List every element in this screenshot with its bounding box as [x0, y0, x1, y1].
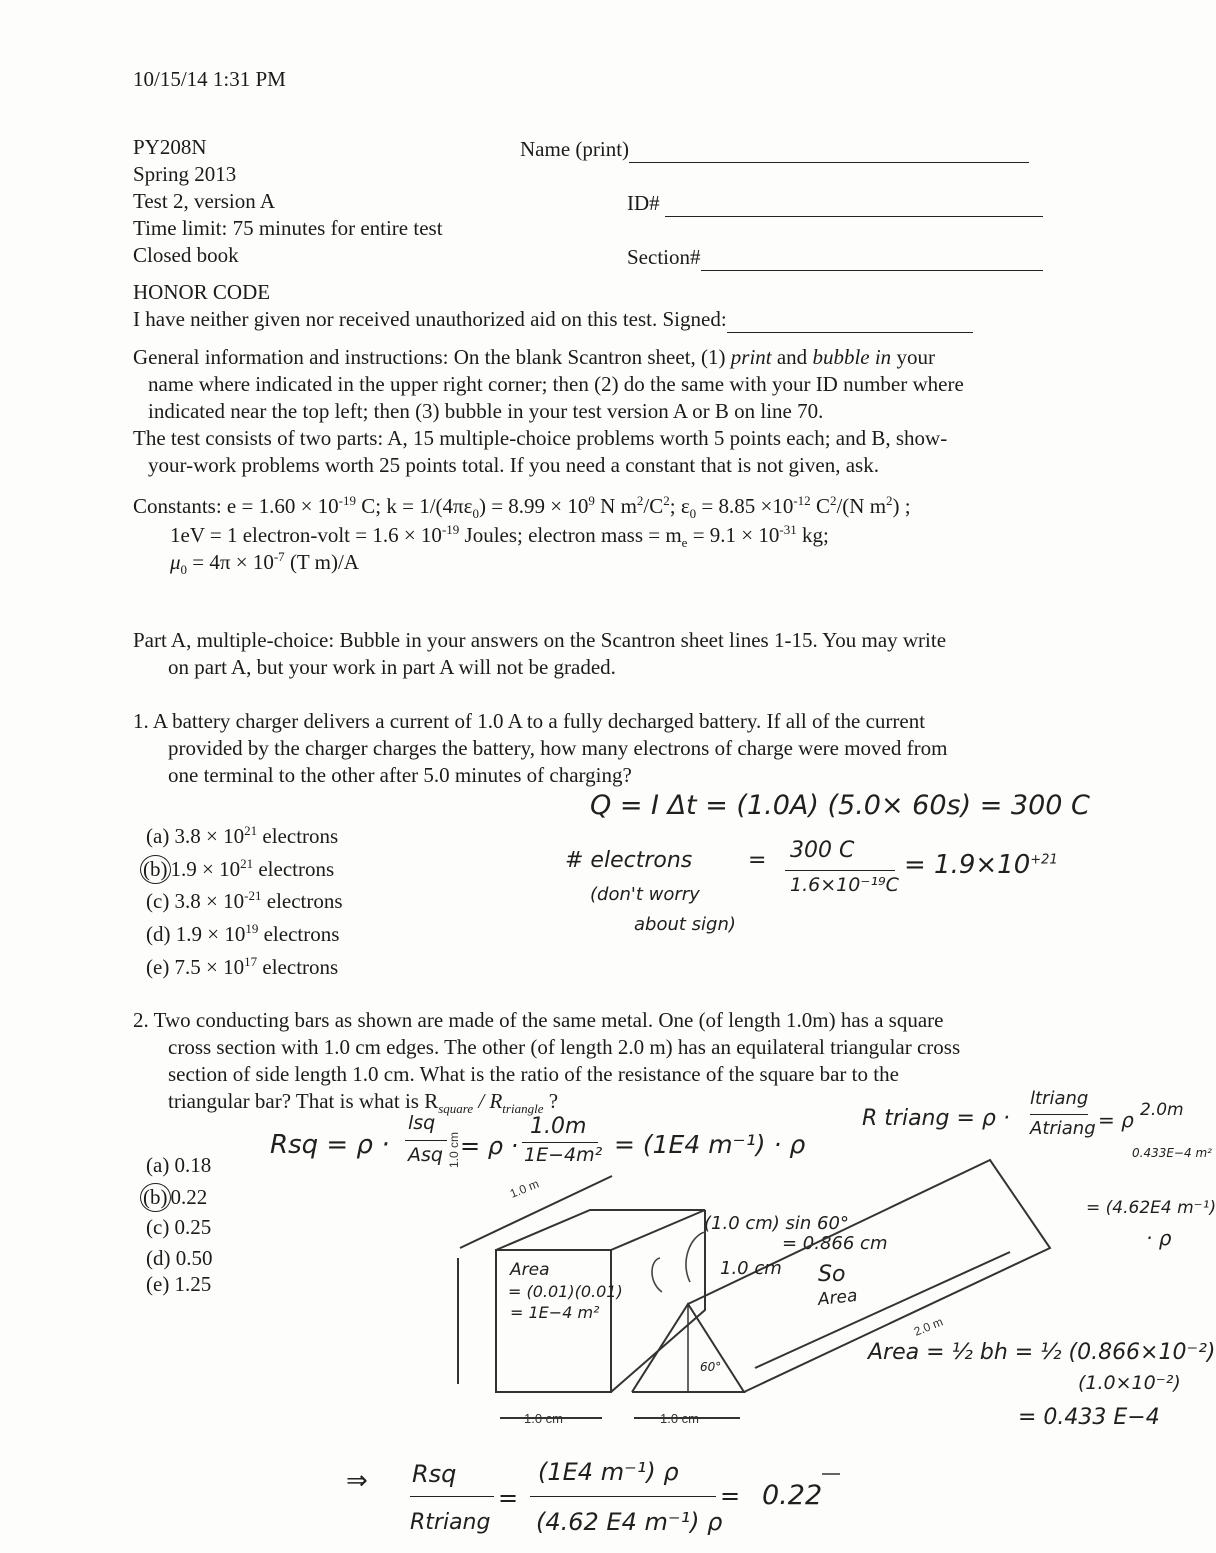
c-k-val: ) = 8.99 × 10 — [478, 494, 589, 518]
c-mu-exp: -7 — [273, 549, 285, 564]
q2-sub-square: square — [438, 1101, 474, 1117]
opt-exp: 21 — [240, 856, 254, 871]
square-bar-side — [611, 1210, 705, 1392]
instr-text: General information and instructions: On the blank Scantron sheet, (1) — [133, 345, 731, 369]
c-e-exp: -19 — [338, 493, 357, 508]
opt-text: (c) 3.8 × 10 — [146, 889, 245, 913]
c-ev: 1eV = 1 electron-volt = 1.6 × 10 — [170, 523, 442, 547]
c-nm: N m — [594, 494, 637, 518]
c-c-exp: 2 — [663, 493, 670, 508]
q2-hw-rsq2: Rsq — [412, 1460, 457, 1488]
q2-line-1: 2. Two conducting bars as shown are made of the same metal. One (of length 1.0m) has a square — [133, 1008, 944, 1032]
q2-hw-area2: 0.433E−4 m² — [1132, 1146, 1212, 1160]
q1-hw-note-1: (don't worry — [590, 884, 700, 905]
q2-option-d[interactable]: (d) 0.50 — [146, 1246, 213, 1270]
c-e: Constants: e = 1.60 × 10 — [133, 494, 339, 518]
c-kg: kg; — [796, 523, 829, 547]
opt-text: (d) 1.9 × 10 — [146, 922, 246, 946]
c-nm2: /(N m — [836, 494, 887, 518]
c-c2: C — [810, 494, 830, 518]
honor-statement-text: I have neither given nor received unauthorized aid on this test. Signed: — [133, 307, 727, 331]
q2-hw-lsq: lsq — [408, 1112, 436, 1134]
q1-line-2: provided by the charger charges the battery, how many electrons of charge were moved from — [168, 736, 948, 760]
opt-text: 0.22 — [170, 1185, 208, 1209]
c-eps: ; ε — [669, 494, 690, 518]
opt-exp: 17 — [244, 954, 258, 969]
section-label: Section# — [627, 245, 701, 269]
q2-hw-rsq: Rsq = ρ · — [270, 1130, 390, 1160]
tri-width-label: 1.0 cm — [660, 1411, 700, 1426]
opt-exp: 21 — [244, 823, 258, 838]
opt-tail: electrons — [257, 824, 339, 848]
q2-hw-eq1: = ρ · — [460, 1132, 519, 1160]
instr-your: your — [891, 345, 935, 369]
q2-hw-height: (1.0 cm) sin 60° — [704, 1213, 849, 1234]
print-timestamp: 10/15/14 1:31 PM — [133, 67, 286, 91]
q2-hw-side: 1.0 cm — [720, 1258, 782, 1279]
q2-hw-eq4: = — [720, 1482, 741, 1510]
opt-tail: electrons — [258, 922, 340, 946]
opt-text: (e) 7.5 × 10 — [146, 955, 245, 979]
c-eps-sub: 0 — [689, 506, 697, 522]
q2-line-2: cross section with 1.0 cm edges. The other (of length 2.0 m) has an equilateral triangular cross — [168, 1035, 961, 1059]
q2-hw-ratio-num: (1E4 m⁻¹) ρ — [538, 1458, 679, 1486]
q2-option-a[interactable]: (a) 0.18 — [146, 1153, 212, 1177]
q2-hw-ratio-den: (4.62 E4 m⁻¹) ρ — [536, 1508, 723, 1536]
q2-hw-angle: 60° — [700, 1360, 722, 1374]
c-me-val: = 9.1 × 10 — [687, 523, 780, 547]
c-end: ) ; — [892, 494, 911, 518]
q2-hw-res2: = (4.62E4 m⁻¹) — [1086, 1198, 1216, 1218]
q2-hw-area-tri-label: Area — [816, 1285, 859, 1310]
opt-exp: -21 — [244, 888, 262, 903]
q1-line-1: 1. A battery charger delivers a current of 1.0 A to a fully decharged battery. If all of the current — [133, 709, 926, 733]
c-c2-exp: 2 — [829, 493, 837, 508]
q2-slash: / R — [473, 1089, 503, 1113]
instr-print: print — [730, 345, 772, 369]
opt-text: 1.9 × 10 — [170, 857, 241, 881]
sq-width-label: 1.0 cm — [524, 1411, 564, 1426]
q2-sub-triangle: triangle — [502, 1101, 544, 1117]
instructions-line-5: your-work problems worth 25 points total. If you need a constant that is not given, ask. — [148, 453, 879, 477]
q1-hw-charge: Q = I Δt = (1.0A) (5.0× 60s) = 300 C — [590, 790, 1090, 821]
q2-hw-height2: = 0.866 cm — [782, 1233, 888, 1254]
len-label-2: 2.0 m — [911, 1314, 945, 1339]
q2-hw-bar-5 — [530, 1496, 716, 1497]
q2-text: triangular bar? That is what is R — [168, 1089, 439, 1113]
test-version: Test 2, version A — [133, 189, 276, 213]
c-me: Joules; electron mass = m — [459, 523, 682, 547]
q2-hw-atri: Atriang — [1030, 1118, 1096, 1139]
q2-hw-bar-4 — [410, 1496, 494, 1497]
part-a-line-2: on part A, but your work in part A will not be graded. — [168, 655, 616, 679]
q2-hw-final: 0.22 — [762, 1480, 823, 1511]
instructions-line-4: The test consists of two parts: A, 15 multiple-choice problems worth 5 points each; and B, show- — [133, 426, 948, 450]
opt-text: (a) 3.8 × 10 — [146, 824, 245, 848]
q2-hw-area-sq1: Area — [510, 1260, 550, 1280]
q2-line-3: section of side length 1.0 cm. What is the ratio of the resistance of the square bar to the — [168, 1062, 899, 1086]
q2-hw-len2: 2.0m — [1140, 1100, 1184, 1120]
c-mu: μ — [170, 550, 181, 574]
c-k-exp: 9 — [588, 493, 595, 508]
instructions-line-2: name where indicated in the upper right corner; then (2) do the same with your ID number where — [148, 372, 964, 396]
q1-line-3: one terminal to the other after 5.0 minutes of charging? — [168, 763, 632, 787]
c-me-exp: -31 — [779, 522, 797, 537]
len-label-1: 1.0 m — [507, 1176, 541, 1201]
q2-hw-area: 1E−4m² — [524, 1144, 603, 1166]
c-c: /C — [643, 494, 664, 518]
q1-hw-denominator: 1.6×10⁻¹⁹C — [790, 874, 899, 896]
c-eps-exp: -12 — [793, 493, 811, 508]
id-label: ID# — [627, 191, 660, 215]
length-dim-2 — [755, 1252, 1010, 1368]
q2-hw-eq2: = ρ — [1098, 1108, 1134, 1132]
q1-hw-result-exp: +21 — [1030, 852, 1058, 868]
instructions-line-3: indicated near the top left; then (3) bubble in your test version A or B on line 70. — [148, 399, 824, 423]
q1-hw-electrons: # electrons — [565, 848, 693, 873]
height-label: 1.0 cm — [447, 1131, 461, 1168]
c-nm-exp: 2 — [636, 493, 644, 508]
q2-hw-rtri: R triang = ρ · — [862, 1106, 1010, 1131]
q2-hw-area-sq2: = (0.01)(0.01) — [508, 1282, 623, 1301]
c-ev-exp: -19 — [441, 522, 460, 537]
c-me-sub: e — [681, 535, 688, 551]
q1-hw-note-2: about sign) — [634, 914, 736, 935]
closed-book: Closed book — [133, 243, 239, 267]
opt-tail: electrons — [253, 857, 335, 881]
instr-bubble: bubble in — [812, 345, 892, 369]
q2-hw-so: So — [818, 1262, 846, 1287]
q2-hw-area-tri3: = 0.433 E−4 — [1018, 1405, 1160, 1430]
q2-hw-area-tri: Area = ½ bh = ½ (0.866×10⁻²) — [868, 1340, 1216, 1365]
c-mu-sub: 0 — [180, 562, 188, 578]
q2-option-e[interactable]: (e) 1.25 — [146, 1272, 212, 1296]
q1-hw-result-val: = 1.9×10 — [904, 850, 1031, 880]
q2-hw-len: 1.0m — [530, 1114, 587, 1139]
q2-hw-res2b: · ρ — [1146, 1226, 1172, 1250]
q1-hw-numerator: 300 C — [790, 838, 855, 863]
q2-hw-rtri2: Rtriang — [410, 1510, 491, 1535]
q1-hw-equals: = — [748, 848, 767, 873]
circled-answer: (b) — [140, 855, 171, 884]
circled-answer: (b) — [140, 1183, 171, 1212]
q2-hw-area-tri2: (1.0×10⁻²) — [1078, 1372, 1181, 1394]
semester: Spring 2013 — [133, 162, 237, 186]
c-nm2-exp: 2 — [886, 493, 893, 508]
c-eps-val: = 8.85 ×10 — [696, 494, 794, 518]
c-k-sub: 0 — [472, 506, 479, 522]
opt-tail: electrons — [261, 889, 343, 913]
c-mu-val: = 4π × 10 — [187, 550, 274, 574]
part-a-line-1: Part A, multiple-choice: Bubble in your answers on the Scantron sheet lines 1-15. You may write — [133, 628, 947, 652]
c-k: C; k = 1/(4πε — [356, 494, 473, 518]
instr-and: and — [771, 345, 813, 369]
q2-hw-area-sq3: = 1E−4 m² — [510, 1303, 600, 1322]
q2-hw-res1: = (1E4 m⁻¹) · ρ — [614, 1130, 806, 1159]
name-label: Name (print) — [520, 137, 630, 161]
q2-hw-arrow: ⇒ — [346, 1466, 368, 1496]
q2-hw-asq: Asq — [408, 1144, 443, 1166]
honor-code-heading: HONOR CODE — [133, 280, 271, 304]
course-code: PY208N — [133, 135, 207, 159]
opt-tail: electrons — [257, 955, 339, 979]
q2-qmark: ? — [543, 1089, 559, 1113]
q2-option-c[interactable]: (c) 0.25 — [146, 1215, 212, 1239]
c-mu-unit: (T m)/A — [284, 550, 359, 574]
q2-hw-eq3: = — [498, 1484, 519, 1512]
q2-hw-ltri: ltriang — [1030, 1088, 1089, 1109]
opt-exp: 19 — [245, 921, 259, 936]
time-limit: Time limit: 75 minutes for entire test — [133, 216, 443, 240]
